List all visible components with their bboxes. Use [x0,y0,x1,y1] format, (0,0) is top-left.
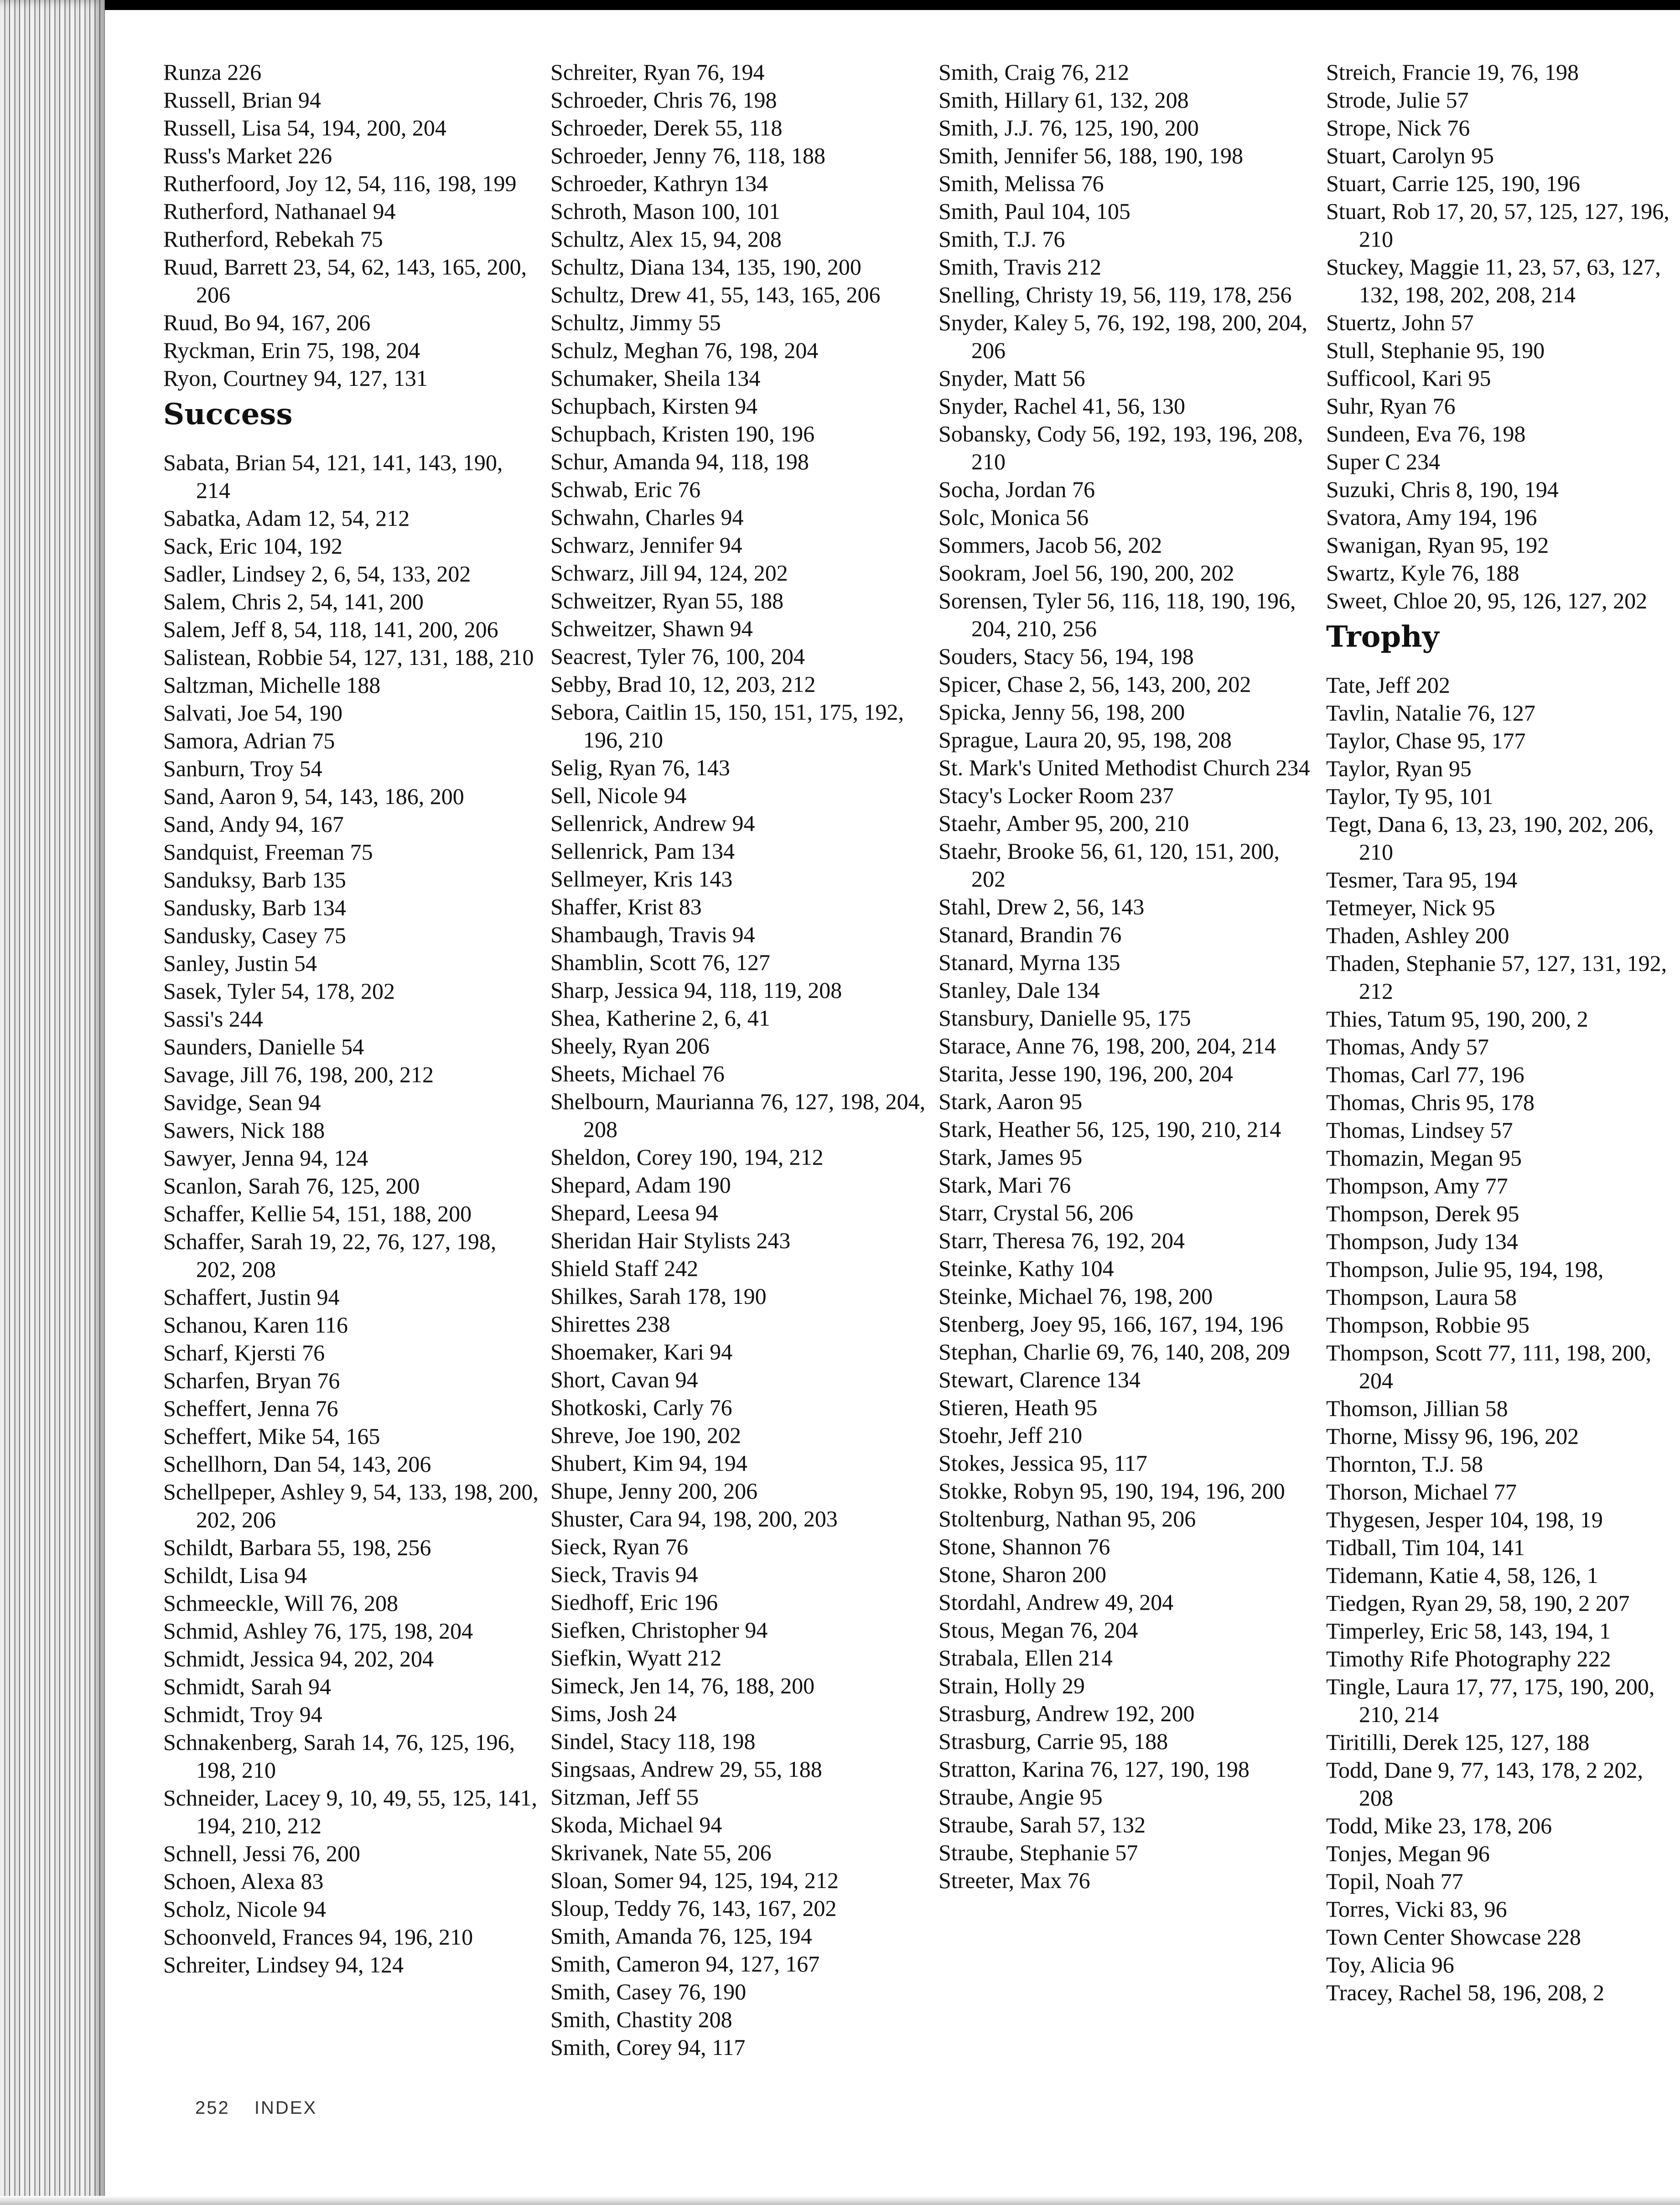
index-entry: Stewart, Clarence 134 [939,1367,1141,1392]
index-entry: Sieck, Travis 94 [550,1562,698,1587]
index-entry: Schwahn, Charles 94 [550,504,744,530]
index-entry: Torres, Vicki 83, 96 [1326,1896,1507,1922]
index-entry: Sebby, Brad 10, 12, 203, 212 [550,671,816,697]
index-entry: Sloan, Somer 94, 125, 194, 212 [550,1868,839,1893]
index-entry: Stark, Heather 56, 125, 190, 210, 214 [939,1116,1281,1142]
index-entry: Samora, Adrian 75 [163,728,335,753]
index-entry: Smith, Casey 76, 190 [550,1979,747,2004]
index-entry: Sindel, Stacy 118, 198 [550,1728,756,1754]
index-entry: Salem, Jeff 8, 54, 118, 141, 200, 206 [163,617,498,642]
index-entry: Sandquist, Freeman 75 [163,839,373,865]
index-entry: Thompson, Laura 58 [1326,1284,1517,1310]
index-entry: Smith, Hillary 61, 132, 208 [939,87,1189,113]
index-entry: Tidemann, Katie 4, 58, 126, 1 [1326,1562,1598,1588]
index-entry: Timothy Rife Photography 222 [1326,1646,1611,1671]
index-entry: Sims, Josh 24 [550,1701,677,1726]
index-entry: Sandusky, Barb 134 [163,895,346,920]
index-entry: Shamblin, Scott 76, 127 [550,949,770,975]
index-entry: Siefken, Christopher 94 [550,1617,768,1643]
index-entry: Sorensen, Tyler 56, 116, 118, 190, 196, 204, 210, 256 [939,588,1296,641]
index-entry: Skrivanek, Nate 55, 206 [550,1840,772,1865]
index-entry: Stark, James 95 [939,1144,1083,1170]
index-entry: Super C 234 [1326,449,1440,474]
index-column-1 [163,58,542,1979]
index-entry: Shotkoski, Carly 76 [550,1395,732,1420]
index-entry: Stokke, Robyn 95, 190, 194, 196, 200 [939,1478,1285,1504]
index-entry: Tiritilli, Derek 125, 127, 188 [1326,1729,1590,1755]
index-entry: Town Center Showcase 228 [1326,1924,1581,1950]
index-entry: Schreiter, Ryan 76, 194 [550,59,765,85]
index-entry: Shilkes, Sarah 178, 190 [550,1283,767,1309]
index-entry: Spicka, Jenny 56, 198, 200 [939,699,1185,725]
index-entry: Schmidt, Troy 94 [163,1702,322,1727]
index-entry: Timperley, Eric 58, 143, 194, 1 [1326,1618,1611,1644]
index-entry: Tidball, Tim 104, 141 [1326,1535,1525,1560]
index-entry: Schneider, Lacey 9, 10, 49, 55, 125, 141, 194, 210, 212 [163,1785,538,1838]
index-entry: Schildt, Lisa 94 [163,1562,307,1588]
section-label: INDEX [254,2098,317,2118]
top-border [0,0,1680,10]
index-entry: Siedhoff, Eric 196 [550,1589,718,1615]
index-entry: Ryckman, Erin 75, 198, 204 [163,337,420,363]
index-entry: Sebora, Caitlin 15, 150, 151, 175, 192, 196, 210 [550,699,904,752]
index-entry: Suzuki, Chris 8, 190, 194 [1326,477,1559,502]
index-entry: Svatora, Amy 194, 196 [1326,504,1537,530]
index-entry: Starace, Anne 76, 198, 200, 204, 214 [939,1033,1276,1058]
index-entry: Thompson, Derek 95 [1326,1201,1519,1226]
index-entry: Staehr, Amber 95, 200, 210 [939,810,1189,836]
index-entry: Suhr, Ryan 76 [1326,393,1456,419]
index-entry: Stratton, Karina 76, 127, 190, 198 [939,1756,1250,1782]
index-entry: Schultz, Alex 15, 94, 208 [550,226,782,252]
index-entry: Short, Cavan 94 [550,1367,698,1392]
index-entry: Snelling, Christy 19, 56, 119, 178, 256 [939,282,1292,307]
index-entry: Salem, Chris 2, 54, 141, 200 [163,589,424,614]
index-entry: Sand, Aaron 9, 54, 143, 186, 200 [163,783,464,809]
index-entry: Rutherford, Rebekah 75 [163,226,383,252]
index-entry: Thomson, Jillian 58 [1326,1396,1508,1421]
index-entry: Stanard, Myrna 135 [939,949,1120,975]
index-entry: Sommers, Jacob 56, 202 [939,532,1162,558]
index-entry: Russ's Market 226 [163,143,332,168]
index-entry: Thorson, Michael 77 [1326,1479,1517,1505]
index-entry: Thompson, Amy 77 [1326,1173,1508,1198]
index-entry: Sellenrick, Pam 134 [550,838,735,864]
index-entry: Simeck, Jen 14, 76, 188, 200 [550,1673,815,1698]
index-entry: Schreiter, Lindsey 94, 124 [163,1952,404,1977]
index-entry: Todd, Dane 9, 77, 143, 178, 2 202, 208 [1326,1757,1644,1811]
index-entry: Siefkin, Wyatt 212 [550,1645,722,1671]
index-column-2 [550,58,929,2061]
index-column-3 [939,58,1317,1894]
index-entry: St. Mark's United Methodist Church 234 [939,755,1310,780]
index-entry: Schupbach, Kristen 190, 196 [550,421,815,446]
index-entry: Stenberg, Joey 95, 166, 167, 194, 196 [939,1311,1283,1337]
index-entry: Shoemaker, Kari 94 [550,1339,733,1365]
index-entry: Straube, Angie 95 [939,1784,1103,1810]
index-entry: Shubert, Kim 94, 194 [550,1450,747,1476]
index-entry: Smith, Paul 104, 105 [939,198,1130,224]
section-heading: Trophy [1326,620,1439,654]
index-entry: Thomazin, Megan 95 [1326,1145,1522,1171]
index-entry: Sawers, Nick 188 [163,1117,325,1143]
index-entry: Sanburn, Troy 54 [163,756,322,781]
index-entry: Thompson, Julie 95, 194, 198, [1326,1256,1604,1282]
index-entry: Rutherford, Nathanael 94 [163,198,396,224]
index-entry: Stone, Sharon 200 [939,1562,1107,1587]
index-entry: Tingle, Laura 17, 77, 175, 190, 200, 210, 214 [1326,1674,1655,1727]
index-entry: Tate, Jeff 202 [1326,672,1450,698]
index-entry: Schroeder, Derek 55, 118 [550,115,783,140]
index-entry: Tonjes, Megan 96 [1326,1841,1490,1866]
index-entry: Schnell, Jessi 76, 200 [163,1841,360,1866]
index-entry: Stark, Aaron 95 [939,1089,1083,1114]
index-entry: Stephan, Charlie 69, 76, 140, 208, 209 [939,1339,1290,1365]
index-entry: Stansbury, Danielle 95, 175 [939,1005,1191,1031]
index-entry: Seacrest, Tyler 76, 100, 204 [550,643,805,669]
index-column-4 [1326,58,1677,2101]
index-entry: Toy, Alicia 96 [1326,1952,1454,1977]
index-entry: Stuertz, John 57 [1326,310,1474,335]
index-entry: Thaden, Ashley 200 [1326,923,1509,948]
index-entry: Stoltenburg, Nathan 95, 206 [939,1506,1196,1531]
index-entry: Schmidt, Sarah 94 [163,1674,332,1699]
index-entry: Schoen, Alexa 83 [163,1868,324,1894]
index-entry: Schwarz, Jennifer 94 [550,532,742,558]
index-entry: Scheffert, Mike 54, 165 [163,1423,380,1449]
index-entry: Schildt, Barbara 55, 198, 256 [163,1535,431,1560]
index-entry: Smith, Craig 76, 212 [939,59,1130,85]
index-entry: Thygesen, Jesper 104, 198, 19 [1326,1507,1603,1532]
index-entry: Stokes, Jessica 95, 117 [939,1450,1147,1476]
index-entry: Smith, Melissa 76 [939,171,1104,196]
index-entry: Swanigan, Ryan 95, 192 [1326,532,1549,558]
index-entry: Sieck, Ryan 76 [550,1534,689,1559]
index-entry: Sellmeyer, Kris 143 [550,866,733,892]
index-entry: Tetmeyer, Nick 95 [1326,895,1495,920]
index-entry: Sheridan Hair Stylists 243 [550,1228,791,1253]
bottom-border [0,2196,1680,2205]
index-entry: Schultz, Jimmy 55 [550,310,721,335]
index-entry: Singsaas, Andrew 29, 55, 188 [550,1756,822,1782]
index-entry: Sand, Andy 94, 167 [163,811,344,837]
index-entry: Scharf, Kjersti 76 [163,1340,325,1365]
index-entry: Strabala, Ellen 214 [939,1645,1113,1671]
index-entry: Smith, J.J. 76, 125, 190, 200 [939,115,1199,140]
index-entry: Russell, Lisa 54, 194, 200, 204 [163,115,446,140]
index-entry: Shambaugh, Travis 94 [550,922,755,947]
index-entry: Sanley, Justin 54 [163,950,317,976]
index-entry: Savage, Jill 76, 198, 200, 212 [163,1062,434,1087]
index-entry: Shepard, Leesa 94 [550,1200,718,1225]
index-entry: Savidge, Sean 94 [163,1090,321,1115]
index-entry: Thompson, Judy 134 [1326,1229,1518,1254]
index-entry: Tesmer, Tara 95, 194 [1326,867,1518,892]
index-entry: Salistean, Robbie 54, 127, 131, 188, 210 [163,644,534,670]
index-entry: Stark, Mari 76 [939,1172,1071,1198]
index-entry: Schmid, Ashley 76, 175, 198, 204 [163,1618,473,1644]
index-entry: Salvati, Joe 54, 190 [163,700,343,726]
index-entry: Stuckey, Maggie 11, 23, 57, 63, 127, 132, 198, 202, 208, 214 [1326,254,1661,307]
index-entry: Schellhorn, Dan 54, 143, 206 [163,1451,431,1477]
index-entry: Selig, Ryan 76, 143 [550,755,730,780]
index-entry: Schroeder, Jenny 76, 118, 188 [550,143,825,168]
index-entry: Streeter, Max 76 [939,1868,1090,1893]
index-entry: Sack, Eric 104, 192 [163,533,342,559]
index-entry: Schanou, Karen 116 [163,1312,348,1338]
index-entry: Steinke, Michael 76, 198, 200 [939,1283,1213,1309]
index-entry: Shuster, Cara 94, 198, 200, 203 [550,1506,838,1531]
index-entry: Smith, T.J. 76 [939,226,1065,252]
index-entry: Schwarz, Jill 94, 124, 202 [550,560,788,586]
index-entry: Shelbourn, Maurianna 76, 127, 198, 204, 208 [550,1089,926,1142]
index-entry: Schmidt, Jessica 94, 202, 204 [163,1646,434,1671]
index-entry: Sanduksy, Barb 135 [163,867,346,892]
index-entry: Todd, Mike 23, 178, 206 [1326,1813,1552,1838]
page-number: 252 [195,2098,230,2118]
index-entry: Sheldon, Corey 190, 194, 212 [550,1144,824,1170]
index-entry: Strain, Holly 29 [939,1673,1085,1698]
index-entry: Ryon, Courtney 94, 127, 131 [163,365,428,391]
book-spine-edge [0,0,105,2205]
index-entry: Scholz, Nicole 94 [163,1896,326,1922]
index-entry: Socha, Jordan 76 [939,477,1095,502]
index-entry: Strope, Nick 76 [1326,115,1470,140]
index-entry: Stordahl, Andrew 49, 204 [939,1589,1174,1615]
index-entry: Thies, Tatum 95, 190, 200, 2 [1326,1006,1588,1032]
index-entry: Staehr, Brooke 56, 61, 120, 151, 200, 202 [939,838,1280,892]
index-entry: Smith, Jennifer 56, 188, 190, 198 [939,143,1244,168]
index-entry: Sasek, Tyler 54, 178, 202 [163,978,395,1004]
index-entry: Thaden, Stephanie 57, 127, 131, 192, 212 [1326,950,1667,1004]
index-entry: Snyder, Kaley 5, 76, 192, 198, 200, 204, 206 [939,310,1308,363]
index-entry: Shirettes 238 [550,1311,670,1337]
section-heading: Success [163,397,293,431]
index-entry: Straube, Sarah 57, 132 [939,1812,1146,1837]
index-entry: Topil, Noah 77 [1326,1868,1463,1894]
index-entry: Schur, Amanda 94, 118, 198 [550,449,809,474]
index-entry: Sellenrick, Andrew 94 [550,810,755,836]
index-entry: Stull, Stephanie 95, 190 [1326,337,1545,363]
index-entry: Shreve, Joe 190, 202 [550,1422,741,1448]
index-entry: Schroeder, Kathryn 134 [550,171,768,196]
index-entry: Thomas, Andy 57 [1326,1034,1489,1059]
index-entry: Shea, Katherine 2, 6, 41 [550,1005,770,1031]
index-entry: Sheely, Ryan 206 [550,1033,710,1058]
index-entry: Schultz, Diana 134, 135, 190, 200 [550,254,861,280]
index-entry: Sadler, Lindsey 2, 6, 54, 133, 202 [163,561,471,586]
index-entry: Shaffer, Krist 83 [550,894,702,919]
index-entry: Schwab, Eric 76 [550,477,701,502]
index-entry: Schweitzer, Shawn 94 [550,616,753,641]
index-entry: Saunders, Danielle 54 [163,1034,364,1059]
index-entry: Schoonveld, Frances 94, 196, 210 [163,1924,473,1950]
index-entry: Streich, Francie 19, 76, 198 [1326,59,1579,85]
index-entry: Tavlin, Natalie 76, 127 [1326,700,1535,726]
index-entry: Taylor, Ryan 95 [1326,756,1472,781]
index-entry: Skoda, Michael 94 [550,1812,722,1837]
index-entry: Smith, Amanda 76, 125, 194 [550,1923,812,1949]
index-entry: Thorne, Missy 96, 196, 202 [1326,1423,1579,1449]
index-entry: Taylor, Ty 95, 101 [1326,783,1493,809]
index-entry: Saltzman, Michelle 188 [163,672,381,698]
index-entry: Schnakenberg, Sarah 14, 76, 125, 196, 198, 210 [163,1729,515,1783]
index-entry: Rutherfoord, Joy 12, 54, 116, 198, 199 [163,171,517,196]
index-entry: Sell, Nicole 94 [550,783,687,808]
index-entry: Sabata, Brian 54, 121, 141, 143, 190, 214 [163,450,503,503]
index-entry: Shield Staff 242 [550,1256,699,1281]
index-entry: Sprague, Laura 20, 95, 198, 208 [939,727,1232,752]
index-entry: Ruud, Barrett 23, 54, 62, 143, 165, 200, 206 [163,254,527,307]
index-entry: Schellpeper, Ashley 9, 54, 133, 198, 200, 202, 206 [163,1479,539,1532]
index-entry: Sharp, Jessica 94, 118, 119, 208 [550,977,842,1003]
index-entry: Shepard, Adam 190 [550,1172,731,1198]
index-entry: Thornton, T.J. 58 [1326,1451,1483,1477]
index-entry: Schroeder, Chris 76, 198 [550,87,777,113]
index-entry: Souders, Stacy 56, 194, 198 [939,643,1194,669]
index-entry: Stous, Megan 76, 204 [939,1617,1138,1643]
page-footer [195,2098,335,2118]
index-entry: Stahl, Drew 2, 56, 143 [939,894,1145,919]
index-entry: Stacy's Locker Room 237 [939,783,1174,808]
index-entry: Scharfen, Bryan 76 [163,1368,340,1393]
index-entry: Starita, Jesse 190, 196, 200, 204 [939,1061,1233,1086]
index-entry: Schroth, Mason 100, 101 [550,198,781,224]
index-entry: Solc, Monica 56 [939,504,1089,530]
index-entry: Steinke, Kathy 104 [939,1256,1114,1281]
index-entry: Snyder, Matt 56 [939,365,1085,391]
index-entry: Scheffert, Jenna 76 [163,1396,338,1421]
index-entry: Schumaker, Sheila 134 [550,365,761,391]
index-entry: Schmeeckle, Will 76, 208 [163,1590,399,1616]
index-entry: Thompson, Scott 77, 111, 198, 200, 204 [1326,1340,1651,1393]
index-entry: Strasburg, Andrew 192, 200 [939,1701,1195,1726]
index-entry: Sweet, Chloe 20, 95, 126, 127, 202 [1326,588,1648,613]
index-entry: Sabatka, Adam 12, 54, 212 [163,505,410,531]
index-entry: Schulz, Meghan 76, 198, 204 [550,337,819,363]
index-entry: Thomas, Lindsey 57 [1326,1117,1513,1143]
index-entry: Sundeen, Eva 76, 198 [1326,421,1526,446]
index-entry: Sobansky, Cody 56, 192, 193, 196, 208, 210 [939,421,1303,474]
index-entry: Schultz, Drew 41, 55, 143, 165, 206 [550,282,881,307]
index-entry: Schaffert, Justin 94 [163,1284,340,1310]
index-entry: Stanard, Brandin 76 [939,922,1122,947]
index-entry: Schupbach, Kirsten 94 [550,393,758,419]
index-entry: Thomas, Chris 95, 178 [1326,1090,1535,1115]
index-entry: Stoehr, Jeff 210 [939,1422,1083,1448]
index-entry: Spicer, Chase 2, 56, 143, 200, 202 [939,671,1251,697]
index-entry: Straube, Stephanie 57 [939,1840,1138,1865]
index-entry: Smith, Chastity 208 [550,2007,732,2032]
index-entry: Stuart, Carrie 125, 190, 196 [1326,171,1580,196]
index-entry: Ruud, Bo 94, 167, 206 [163,310,371,335]
index-entry: Tiedgen, Ryan 29, 58, 190, 2 207 [1326,1590,1630,1616]
index-entry: Stuart, Carolyn 95 [1326,143,1494,168]
index-entry: Shupe, Jenny 200, 206 [550,1478,758,1504]
index-entry: Snyder, Rachel 41, 56, 130 [939,393,1185,419]
index-entry: Scanlon, Sarah 76, 125, 200 [163,1173,420,1198]
index-entry: Smith, Travis 212 [939,254,1102,280]
index-entry: Thomas, Carl 77, 196 [1326,1062,1524,1087]
index-entry: Swartz, Kyle 76, 188 [1326,560,1519,586]
index-entry: Sloup, Teddy 76, 143, 167, 202 [550,1895,837,1921]
index-entry: Sassi's 244 [163,1006,263,1032]
index-entry: Sandusky, Casey 75 [163,923,346,948]
index-entry: Sitzman, Jeff 55 [550,1784,699,1810]
index-entry: Stuart, Rob 17, 20, 57, 125, 127, 196, 210 [1326,198,1670,252]
index-entry: Starr, Theresa 76, 192, 204 [939,1228,1185,1253]
index-entry: Schaffer, Kellie 54, 151, 188, 200 [163,1201,472,1226]
index-entry: Tegt, Dana 6, 13, 23, 190, 202, 206, 210 [1326,811,1654,865]
index-entry: Starr, Crystal 56, 206 [939,1200,1134,1225]
index-entry: Stone, Shannon 76 [939,1534,1110,1559]
index-entry: Sufficool, Kari 95 [1326,365,1491,391]
index-entry: Smith, Cameron 94, 127, 167 [550,1951,820,1977]
index-entry: Tracey, Rachel 58, 196, 208, 2 [1326,1980,1605,2005]
index-entry: Schweitzer, Ryan 55, 188 [550,588,784,613]
index-entry: Stanley, Dale 134 [939,977,1100,1003]
index-entry: Smith, Corey 94, 117 [550,2034,746,2060]
index-entry: Strasburg, Carrie 95, 188 [939,1728,1168,1754]
index-entry: Sookram, Joel 56, 190, 200, 202 [939,560,1234,586]
index-entry: Sawyer, Jenna 94, 124 [163,1145,368,1171]
index-entry: Russell, Brian 94 [163,87,321,113]
index-entry: Stieren, Heath 95 [939,1395,1098,1420]
index-entry: Thompson, Robbie 95 [1326,1312,1530,1338]
index-entry: Runza 226 [163,59,262,85]
index-entry: Strode, Julie 57 [1326,87,1469,113]
index-entry: Taylor, Chase 95, 177 [1326,728,1526,753]
index-entry: Sheets, Michael 76 [550,1061,725,1086]
index-entry: Schaffer, Sarah 19, 22, 76, 127, 198, 202, 208 [163,1229,497,1282]
